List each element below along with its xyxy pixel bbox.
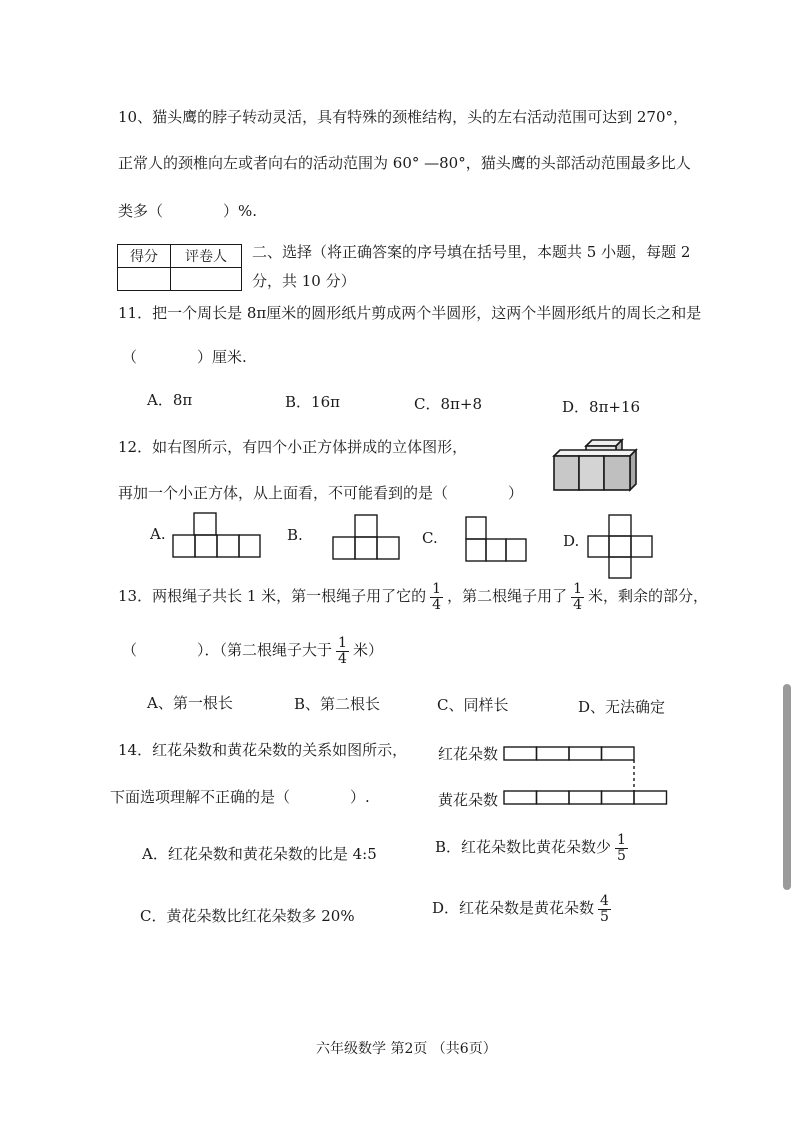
q13-line2-part1: （ ）．（第二根绳子大于 xyxy=(122,641,333,660)
q12-option-a-figure xyxy=(172,512,262,558)
q13-text-part3: 米，剩余的部分， xyxy=(588,587,709,606)
q10-line3: 类多（ ）%. xyxy=(118,202,258,220)
q12-option-b-figure xyxy=(332,514,402,560)
score-table xyxy=(117,244,242,291)
q12-line2: 再加一个小正方体，从上面看，不可能看到的是（ ） xyxy=(118,484,524,502)
q14-option-d-text: D．红花朵数是黄花朵数 xyxy=(432,899,595,918)
q13-line2-part2: 米） xyxy=(352,641,383,660)
yellow-bar-segment xyxy=(537,791,570,804)
q12-option-a-label: A. xyxy=(150,525,166,543)
section2-line1: 二、选择（将正确答案的序号填在括号里，本题共 5 小题，每题 2 xyxy=(252,243,691,261)
red-bar-segment xyxy=(602,747,635,760)
score-cell xyxy=(118,268,171,291)
red-bar-segment xyxy=(569,747,602,760)
q14-option-b xyxy=(435,833,632,863)
q12-option-c-figure xyxy=(465,516,529,562)
q12-option-d-label: D. xyxy=(563,532,580,550)
q13-option-d: D、无法确定 xyxy=(578,698,666,716)
q13-fraction-3: $\frac{1}{4}$ xyxy=(338,635,347,667)
q14-line2: 下面选项理解不正确的是（ ）. xyxy=(110,788,370,806)
flower-bar-diagram xyxy=(500,740,672,810)
red-flower-label: 红花朵数 xyxy=(438,745,499,763)
q12-option-c-label: C. xyxy=(422,529,438,547)
q11-line1: 11．把一个周长是 8π厘米的圆形纸片剪成两个半圆形，这两个半圆形纸片的周长之和是 xyxy=(118,304,702,322)
scrollbar-thumb[interactable] xyxy=(783,684,791,890)
q13-option-c: C、同样长 xyxy=(437,696,509,714)
q10-line1: 10、猫头鹰的脖子转动灵活，具有特殊的颈椎结构，头的左右活动范围可达到 270°， xyxy=(118,108,688,126)
q13-text-part1: 13．两根绳子共长 1 米，第一根绳子用了它的 xyxy=(118,587,427,606)
q11-line2: （ ）厘米. xyxy=(122,348,247,366)
q11-option-d: D．8π+16 xyxy=(562,398,641,416)
q14-line1: 14．红花朵数和黄花朵数的关系如图所示， xyxy=(118,741,408,759)
q13-option-a: A、第一根长 xyxy=(147,694,233,712)
q10-line2: 正常人的颈椎向左或者向右的活动范围为 60° —80°，猫头鹰的头部活动范围最多比人 xyxy=(118,154,691,172)
q13-line2 xyxy=(122,636,383,666)
yellow-bar-segment xyxy=(602,791,635,804)
q11-option-b: B．16π xyxy=(285,393,340,411)
q11-option-c: C．8π+8 xyxy=(414,395,482,413)
grader-cell xyxy=(171,268,242,291)
q13-line1 xyxy=(118,582,708,612)
q14-option-d xyxy=(432,894,615,924)
score-label: 得分 xyxy=(118,245,171,268)
q12-option-b-label: B. xyxy=(287,526,303,544)
q13-option-b: B、第二根长 xyxy=(294,695,381,713)
yellow-bar-segment xyxy=(634,791,667,804)
q13-fraction-2: $\frac{1}{4}$ xyxy=(573,581,583,613)
cube-figure xyxy=(550,438,642,494)
section2-line2: 分，共 10 分） xyxy=(252,272,356,290)
yellow-bar-segment xyxy=(569,791,602,804)
q13-fraction-1: $\frac{1}{4}$ xyxy=(432,581,442,613)
yellow-bar-segment xyxy=(504,791,537,804)
q12-line1: 12．如右图所示，有四个小正方体拼成的立体图形， xyxy=(118,438,468,456)
q14-option-b-fraction: $\frac{1}{5}$ xyxy=(617,832,626,864)
q12-option-d-figure xyxy=(587,514,653,580)
q13-text-part2: ，第二根绳子用了 xyxy=(447,587,568,606)
red-bar-segment xyxy=(504,747,537,760)
q11-option-a: A．8π xyxy=(147,391,193,409)
q14-option-c: C．黄花朵数比红花朵数多 20% xyxy=(140,907,355,925)
q14-option-a: A．红花朵数和黄花朵数的比是 4:5 xyxy=(142,845,377,863)
q14-option-b-text: B．红花朵数比黄花朵数少 xyxy=(435,838,612,857)
q14-option-d-fraction: $\frac{4}{5}$ xyxy=(600,893,609,925)
red-bar-segment xyxy=(537,747,570,760)
page-footer: 六年级数学 第2页 （共6页） xyxy=(316,1041,497,1057)
yellow-flower-label: 黄花朵数 xyxy=(438,791,499,809)
grader-label: 评卷人 xyxy=(171,245,242,268)
